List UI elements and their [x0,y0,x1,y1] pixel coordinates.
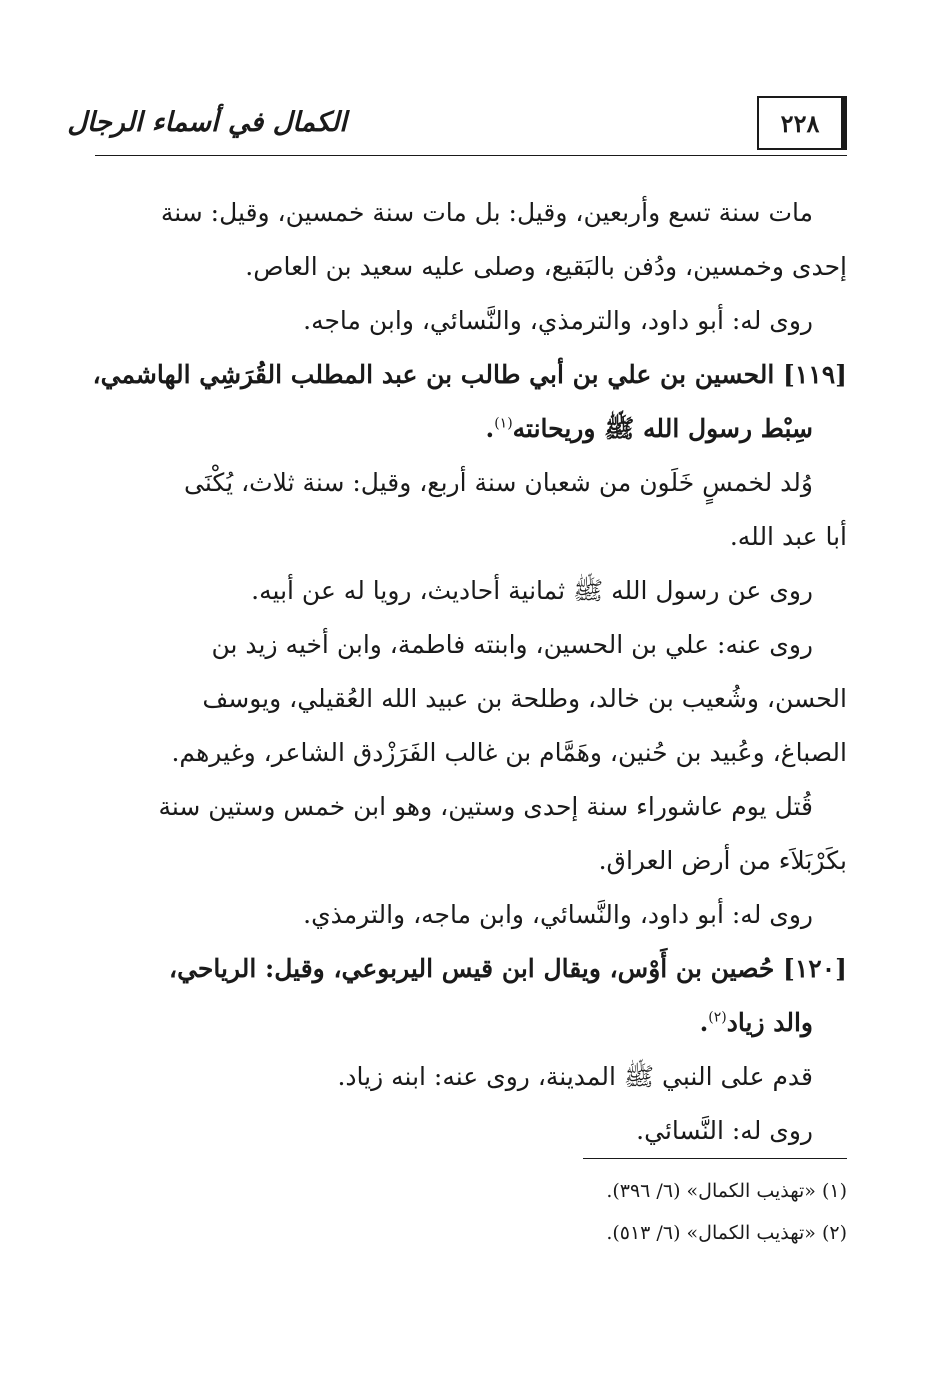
body-line: الصباغ، وعُبيد بن حُنين، وهَمَّام بن غالب الفَرَزْدق الشاعر، وغيرهم. [171,738,847,767]
body-line: أبا عبد الله. [729,522,847,551]
entry-heading-120: [١٢٠] حُصين بن أَوْس، ويقال ابن قيس اليربوعي، وقيل: الرياحي، [169,954,847,983]
body-line: بكَرْبَلاَء من أرض العراق. [598,846,847,875]
entry-heading-120-cont: والد زياد$^{(٢)}$. [699,1008,813,1037]
footnote-ref-2: (٢) [708,1009,727,1026]
body-line: روى له: أبو داود، والنَّسائي، وابن ماجه، والترمذي. [303,900,813,929]
entry-heading-119-cont: سِبْط رسول الله ﷺ وريحانته$^{(١)}$. [485,414,813,443]
footnote-divider [583,1158,847,1159]
body-line: روى له: أبو داود، والترمذي، والنَّسائي، وابن ماجه. [303,306,813,335]
body-line: الحسن، وشُعيب بن خالد، وطلحة بن عبيد الله العُقيلي، ويوسف [202,684,847,713]
body-line: مات سنة تسع وأربعين، وقيل: بل مات سنة خمسين، وقيل: سنة [160,198,813,227]
entry-heading-120-text: والد زياد [726,1008,813,1037]
entry-heading-119: [١١٩] الحسين بن علي بن أبي طالب بن عبد المطلب القُرَشِي الهاشمي، [92,360,847,389]
footnote-1: (١) «تهذيب الكمال» (٦/ ٣٩٦). [606,1180,847,1202]
footnote-2: (٢) «تهذيب الكمال» (٦/ ٥١٣). [606,1222,847,1244]
footnotes [500,1170,847,1254]
footnote-ref-1: (١) [494,415,513,432]
page-number: ٢٢٨ [757,96,847,150]
body-line: روى عنه: علي بن الحسين، وابنته فاطمة، وابن أخيه زيد بن [211,630,813,659]
running-title: الكمال في أسماء الرجال [67,106,347,138]
body-line: روى عن رسول الله ﷺ ثمانية أحاديث، رويا له عن أبيه. [251,576,813,605]
body-line: وُلد لخمسٍ خَلَون من شعبان سنة أربع، وقيل: سنة ثلاث، يُكْنَى [183,468,813,497]
body-line: إحدى وخمسين، ودُفن بالبَقيع، وصلى عليه سعيد بن العاص. [245,252,847,281]
body-line: قدم على النبي ﷺ المدينة، روى عنه: ابنه زياد. [337,1062,813,1091]
body-line: روى له: النَّسائي. [636,1116,813,1145]
body-line: قُتل يوم عاشوراء سنة إحدى وستين، وهو ابن خمس وستين سنة [158,792,813,821]
entry-heading-119-text: سِبْط رسول الله ﷺ وريحانته [512,414,813,443]
header-divider [95,155,847,156]
page-header [67,88,847,156]
main-text [92,186,847,1158]
